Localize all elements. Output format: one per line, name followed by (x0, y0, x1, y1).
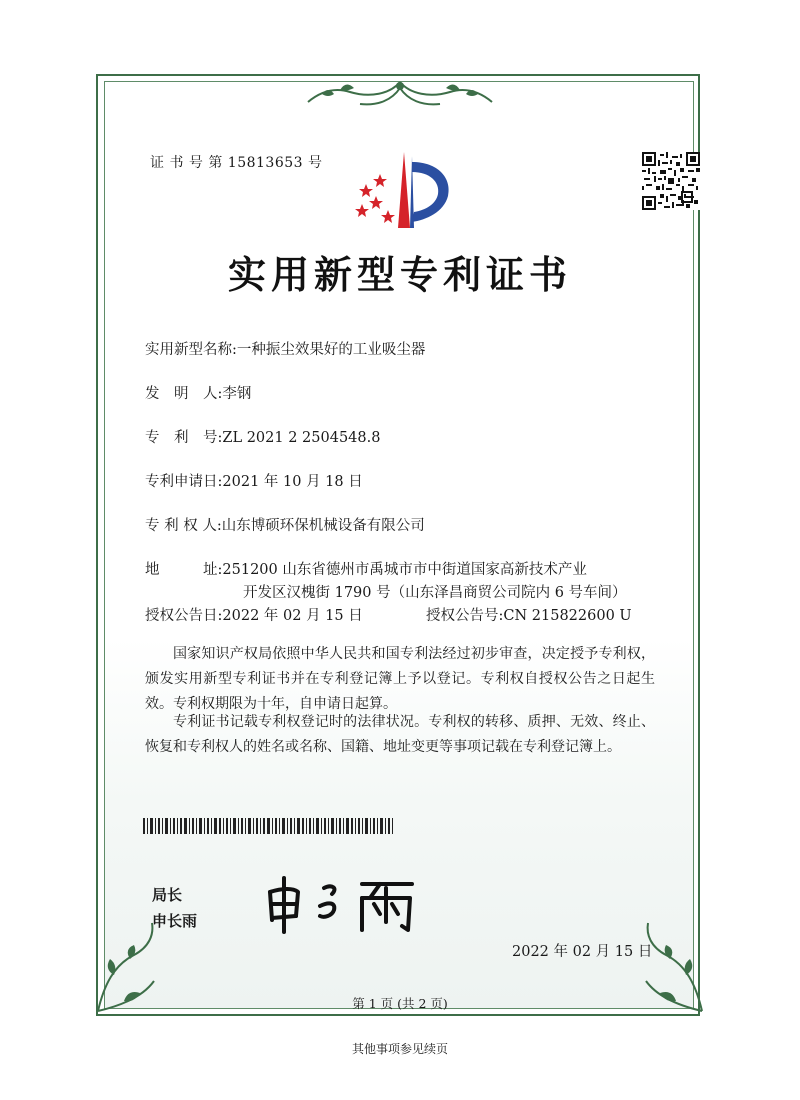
signatory-title: 局长 (152, 886, 183, 904)
field-label: 专 利 号: (145, 430, 223, 446)
barcode-icon (143, 818, 393, 834)
field-address (145, 560, 587, 580)
footer-note: 其他事项参见续页 (351, 1042, 448, 1056)
field-value: 2021 年 10 月 18 日 (222, 474, 363, 490)
field-value: 251200 山东省德州市禹城市市中街道国家高新技术产业 (222, 562, 587, 578)
signatory-name: 申长雨 (152, 912, 198, 930)
field-filing-date (145, 472, 363, 492)
field-label: 发 明 人: (145, 386, 223, 402)
field-label: 地 址: (145, 562, 223, 578)
field-value: 2022 年 02 月 15 日 (222, 608, 363, 624)
paragraph-legal-status: 专利证书记载专利权登记时的法律状况。专利权的转移、质押、无效、终止、恢复和专利权人的姓名或名称、国籍、地址变更等事项记载在专利登记簿上。 (145, 714, 655, 755)
field-grant-number (426, 606, 632, 626)
field-label: 专利申请日: (145, 474, 223, 490)
field-inventor (145, 384, 251, 404)
certificate-number: 证 书 号 第 15813653 号 (150, 155, 323, 171)
sign-date: 2022 年 02 月 15 日 (512, 944, 653, 960)
certificate-title: 实用新型专利证书 (227, 252, 572, 297)
qr-code-icon (642, 152, 700, 210)
field-value: ZL 2021 2 2504548.8 (222, 430, 381, 446)
top-ornament (300, 78, 500, 112)
field-patentee (145, 516, 425, 536)
field-patent-number (145, 428, 380, 448)
patent-office-logo-icon (352, 148, 464, 234)
field-label: 授权公告号: (426, 608, 504, 624)
field-grant-date (145, 606, 363, 626)
paragraph-grant-notice: 国家知识产权局依照中华人民共和国专利法经过初步审查，决定授予专利权，颁发实用新型专利证书并在专利登记簿上予以登记。专利权自授权公告之日起生效。专利权期限为十年，自申请日起算。 (145, 646, 655, 712)
field-address-line2: 开发区汉槐街 1790 号（山东泽昌商贸公司院内 6 号车间） (243, 585, 627, 601)
signature-icon (262, 874, 422, 934)
field-label: 专 利 权 人: (145, 518, 222, 534)
page-number: 第 1 页 (共 2 页) (352, 996, 448, 1011)
field-utility-model-name (145, 340, 425, 360)
field-label: 实用新型名称: (145, 342, 237, 358)
field-value: 一种振尘效果好的工业吸尘器 (236, 342, 426, 358)
field-value: CN 215822600 U (503, 608, 632, 624)
field-value: 山东博硕环保机械设备有限公司 (221, 518, 425, 534)
field-label: 授权公告日: (145, 608, 223, 624)
field-value: 李钢 (222, 386, 252, 402)
